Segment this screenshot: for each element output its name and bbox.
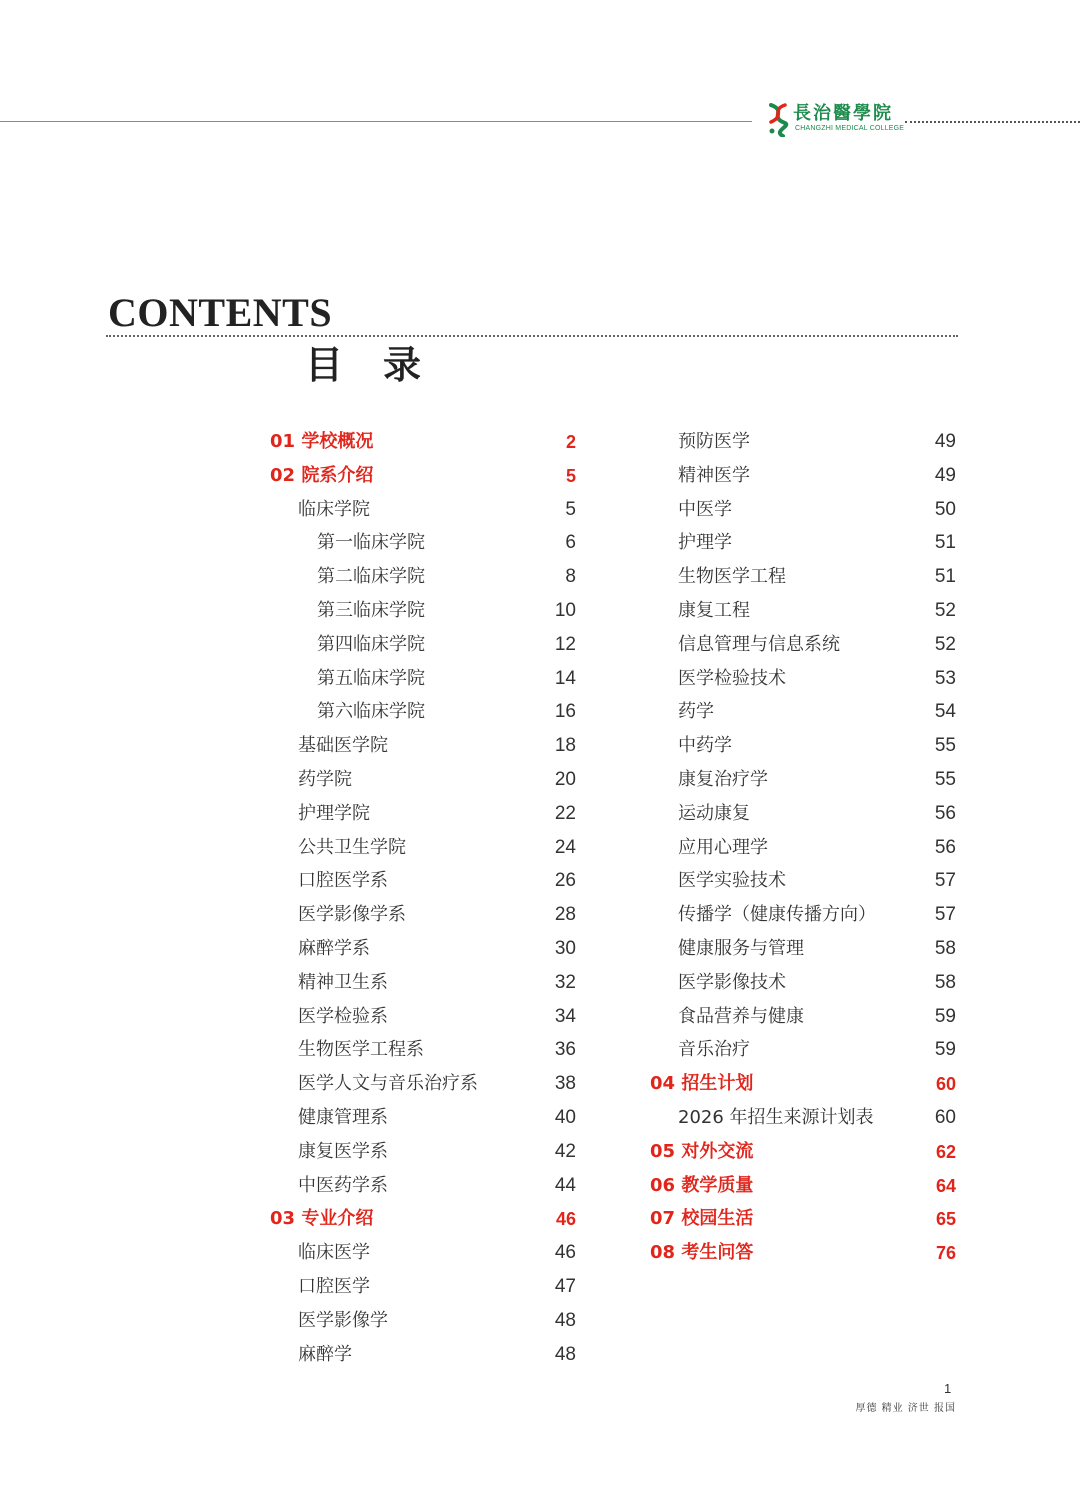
toc-entry-title: 中医学 [678, 498, 732, 520]
toc-entry-title: 音乐治疗 [678, 1039, 750, 1061]
toc-entry[interactable] [650, 1101, 956, 1135]
toc-entry-page: 5 [565, 465, 576, 486]
toc-entry[interactable] [270, 662, 576, 696]
toc-entry-title: 临床医学 [298, 1242, 370, 1264]
toc-entry-title: 医学检验技术 [678, 667, 786, 689]
toc-entry[interactable] [270, 898, 576, 932]
toc-entry[interactable] [650, 932, 956, 966]
toc-entry-title: 药学院 [298, 768, 352, 790]
toc-entry[interactable] [270, 1338, 576, 1372]
toc-entry[interactable] [270, 729, 576, 763]
toc-entry-title: 06 教学质量 [650, 1174, 754, 1196]
toc-section[interactable] [650, 1067, 956, 1101]
toc-entry-page: 52 [934, 633, 956, 655]
toc-entry-title: 健康管理系 [298, 1106, 388, 1128]
toc-entry-page: 32 [554, 971, 576, 993]
toc-entry-page: 6 [565, 532, 576, 554]
toc-entry-title: 生物医学工程系 [298, 1039, 424, 1061]
toc-entry-page: 44 [554, 1174, 576, 1196]
header-rule [0, 121, 752, 122]
toc-entry-title: 精神医学 [678, 464, 750, 486]
toc-entry-title: 08 考生问答 [650, 1242, 754, 1264]
toc-entry-page: 12 [554, 633, 576, 655]
toc-entry-page: 8 [565, 566, 576, 588]
toc-entry-title: 麻醉学 [298, 1343, 352, 1365]
toc-entry-page: 46 [554, 1242, 576, 1264]
logo-chinese-name: 長治醫學院 [793, 103, 893, 124]
toc-section[interactable] [650, 1169, 956, 1203]
toc-entry-page: 24 [554, 836, 576, 858]
toc-entry[interactable] [270, 1033, 576, 1067]
toc-entry[interactable] [270, 864, 576, 898]
toc-entry-title: 医学影像技术 [678, 971, 786, 993]
toc-entry-page: 55 [934, 768, 956, 790]
toc-entry-page: 65 [935, 1209, 956, 1230]
toc-entry[interactable] [270, 1135, 576, 1169]
toc-entry-page: 76 [935, 1243, 956, 1264]
header-dotted-rule [905, 121, 1080, 123]
toc-entry-page: 59 [934, 1039, 956, 1061]
toc-entry[interactable] [270, 1169, 576, 1203]
toc-entry-title: 07 校园生活 [650, 1208, 754, 1230]
toc-entry-title: 第六临床学院 [317, 701, 425, 723]
toc-entry[interactable] [270, 797, 576, 831]
toc-entry-title: 临床学院 [298, 498, 370, 520]
toc-entry-page: 60 [935, 1074, 956, 1095]
toc-entry-title: 中药学 [678, 735, 732, 757]
toc-entry-page: 38 [554, 1073, 576, 1095]
toc-entry-title: 公共卫生学院 [298, 836, 406, 858]
toc-entry-page: 53 [934, 667, 956, 689]
toc-entry[interactable] [650, 695, 956, 729]
toc-entry-title: 第三临床学院 [317, 599, 425, 621]
toc-entry[interactable] [650, 831, 956, 865]
toc-entry-title: 中医药学系 [298, 1174, 388, 1196]
toc-entry[interactable] [650, 594, 956, 628]
toc-entry[interactable] [270, 1236, 576, 1270]
toc-entry-title: 基础医学院 [298, 735, 388, 757]
footer-motto: 厚德 精业 济世 报国 [855, 1403, 956, 1414]
contents-title: CONTENTS [108, 290, 333, 335]
toc-section[interactable] [270, 425, 576, 459]
college-logo [765, 103, 905, 137]
toc-entry[interactable] [270, 763, 576, 797]
toc-entry-title: 护理学院 [298, 802, 370, 824]
toc-entry[interactable] [270, 560, 576, 594]
toc-entry-title: 第五临床学院 [317, 667, 425, 689]
toc-entry-title: 康复工程 [678, 599, 750, 621]
toc-entry-page: 46 [555, 1209, 576, 1230]
toc-entry-title: 2026 年招生来源计划表 [678, 1106, 874, 1128]
toc-entry-title: 01 学校概况 [270, 431, 374, 452]
toc-entry[interactable] [650, 526, 956, 560]
toc-entry-title: 第二临床学院 [317, 566, 425, 588]
toc-entry-title: 04 招生计划 [650, 1073, 754, 1095]
toc-entry-page: 48 [554, 1309, 576, 1331]
toc-entry-title: 医学人文与音乐治疗系 [298, 1073, 478, 1095]
toc-entry-page: 2 [565, 432, 576, 452]
toc-entry-page: 48 [554, 1343, 576, 1365]
toc-right-column [650, 425, 956, 1270]
toc-entry-page: 42 [554, 1140, 576, 1162]
toc-entry-page: 36 [554, 1039, 576, 1061]
toc-entry[interactable] [650, 560, 956, 594]
toc-entry[interactable] [270, 695, 576, 729]
toc-entry-page: 56 [934, 802, 956, 824]
toc-entry[interactable] [650, 662, 956, 696]
toc-entry[interactable] [270, 1304, 576, 1338]
toc-entry-page: 62 [935, 1141, 956, 1162]
toc-entry-title: 应用心理学 [678, 836, 768, 858]
toc-entry[interactable] [270, 831, 576, 865]
toc-entry-page: 56 [934, 836, 956, 858]
toc-entry-page: 51 [934, 532, 956, 554]
toc-entry-title: 口腔医学 [298, 1275, 370, 1297]
toc-entry[interactable] [270, 628, 576, 662]
toc-entry[interactable] [650, 729, 956, 763]
toc-entry[interactable] [270, 493, 576, 527]
toc-entry[interactable] [270, 966, 576, 1000]
toc-entry-title: 健康服务与管理 [678, 937, 804, 959]
toc-entry-page: 30 [554, 937, 576, 959]
toc-entry-page: 49 [934, 464, 956, 486]
toc-entry-title: 信息管理与信息系统 [678, 633, 840, 655]
toc-entry-title: 05 对外交流 [650, 1140, 754, 1162]
toc-section[interactable] [270, 459, 576, 493]
toc-entry-title: 02 院系介绍 [270, 464, 374, 486]
toc-entry-title: 03 专业介绍 [270, 1208, 374, 1230]
toc-entry[interactable] [270, 932, 576, 966]
logo-english-name: CHANGZHI MEDICAL COLLEGE [795, 125, 905, 132]
toc-entry-page: 57 [934, 870, 956, 892]
dna-helix-icon [765, 103, 791, 137]
toc-entry[interactable] [270, 1000, 576, 1034]
toc-entry-page: 10 [554, 599, 576, 621]
toc-entry[interactable] [270, 526, 576, 560]
toc-entry-title: 康复治疗学 [678, 768, 768, 790]
toc-entry[interactable] [650, 966, 956, 1000]
toc-entry[interactable] [650, 898, 956, 932]
toc-section[interactable] [650, 1236, 956, 1270]
toc-entry[interactable] [650, 459, 956, 493]
toc-entry-title: 第一临床学院 [317, 532, 425, 554]
toc-entry-page: 5 [565, 498, 576, 520]
toc-entry-page: 60 [934, 1106, 956, 1128]
toc-entry-title: 医学检验系 [298, 1005, 388, 1027]
toc-entry-page: 58 [934, 937, 956, 959]
toc-entry-title: 医学影像学 [298, 1309, 388, 1331]
toc-entry[interactable] [650, 1000, 956, 1034]
toc-entry-page: 14 [554, 667, 576, 689]
toc-entry-title: 口腔医学系 [298, 870, 388, 892]
toc-entry-page: 34 [554, 1005, 576, 1027]
title-dotted-divider [106, 335, 958, 337]
contents-title-chinese: 目录 [305, 342, 462, 387]
toc-entry-page: 50 [934, 498, 956, 520]
toc-entry-page: 59 [934, 1005, 956, 1027]
toc-entry-page: 58 [934, 971, 956, 993]
toc-entry-page: 52 [934, 599, 956, 621]
toc-entry-title: 康复医学系 [298, 1140, 388, 1162]
page-number: 1 [944, 1381, 952, 1396]
toc-entry-page: 49 [934, 431, 956, 452]
toc-entry-title: 传播学（健康传播方向） [678, 904, 876, 926]
toc-entry-page: 55 [934, 735, 956, 757]
toc-entry-page: 20 [554, 768, 576, 790]
toc-section[interactable] [650, 1202, 956, 1236]
toc-entry-title: 运动康复 [678, 802, 750, 824]
toc-entry-title: 护理学 [678, 532, 732, 554]
toc-entry-title: 第四临床学院 [317, 633, 425, 655]
toc-entry-title: 药学 [678, 701, 714, 723]
toc-entry-title: 麻醉学系 [298, 937, 370, 959]
toc-entry[interactable] [650, 628, 956, 662]
toc-entry[interactable] [650, 493, 956, 527]
toc-entry[interactable] [270, 1101, 576, 1135]
toc-entry-title: 食品营养与健康 [678, 1005, 804, 1027]
toc-entry-page: 16 [554, 701, 576, 723]
toc-entry[interactable] [270, 1270, 576, 1304]
toc-entry-title: 生物医学工程 [678, 566, 786, 588]
toc-entry[interactable] [650, 1033, 956, 1067]
toc-entry[interactable] [650, 763, 956, 797]
toc-entry-page: 64 [935, 1175, 956, 1196]
toc-entry-page: 54 [934, 701, 956, 723]
toc-entry-title: 精神卫生系 [298, 971, 388, 993]
toc-entry-title: 医学影像学系 [298, 904, 406, 926]
toc-entry-page: 22 [554, 802, 576, 824]
toc-entry-page: 51 [934, 566, 956, 588]
toc-entry-page: 26 [554, 870, 576, 892]
toc-entry-page: 47 [554, 1275, 576, 1297]
toc-entry-title: 医学实验技术 [678, 870, 786, 892]
toc-entry-title: 预防医学 [678, 431, 750, 452]
toc-entry-page: 18 [554, 735, 576, 757]
toc-left-column [270, 425, 576, 1371]
toc-entry[interactable] [270, 594, 576, 628]
toc-section[interactable] [650, 1135, 956, 1169]
toc-entry-page: 28 [554, 904, 576, 926]
toc-entry-page: 40 [554, 1106, 576, 1128]
toc-section[interactable] [270, 1202, 576, 1236]
toc-entry[interactable] [650, 425, 956, 459]
toc-entry[interactable] [650, 864, 956, 898]
toc-entry[interactable] [270, 1067, 576, 1101]
toc-entry-page: 57 [934, 904, 956, 926]
toc-entry[interactable] [650, 797, 956, 831]
